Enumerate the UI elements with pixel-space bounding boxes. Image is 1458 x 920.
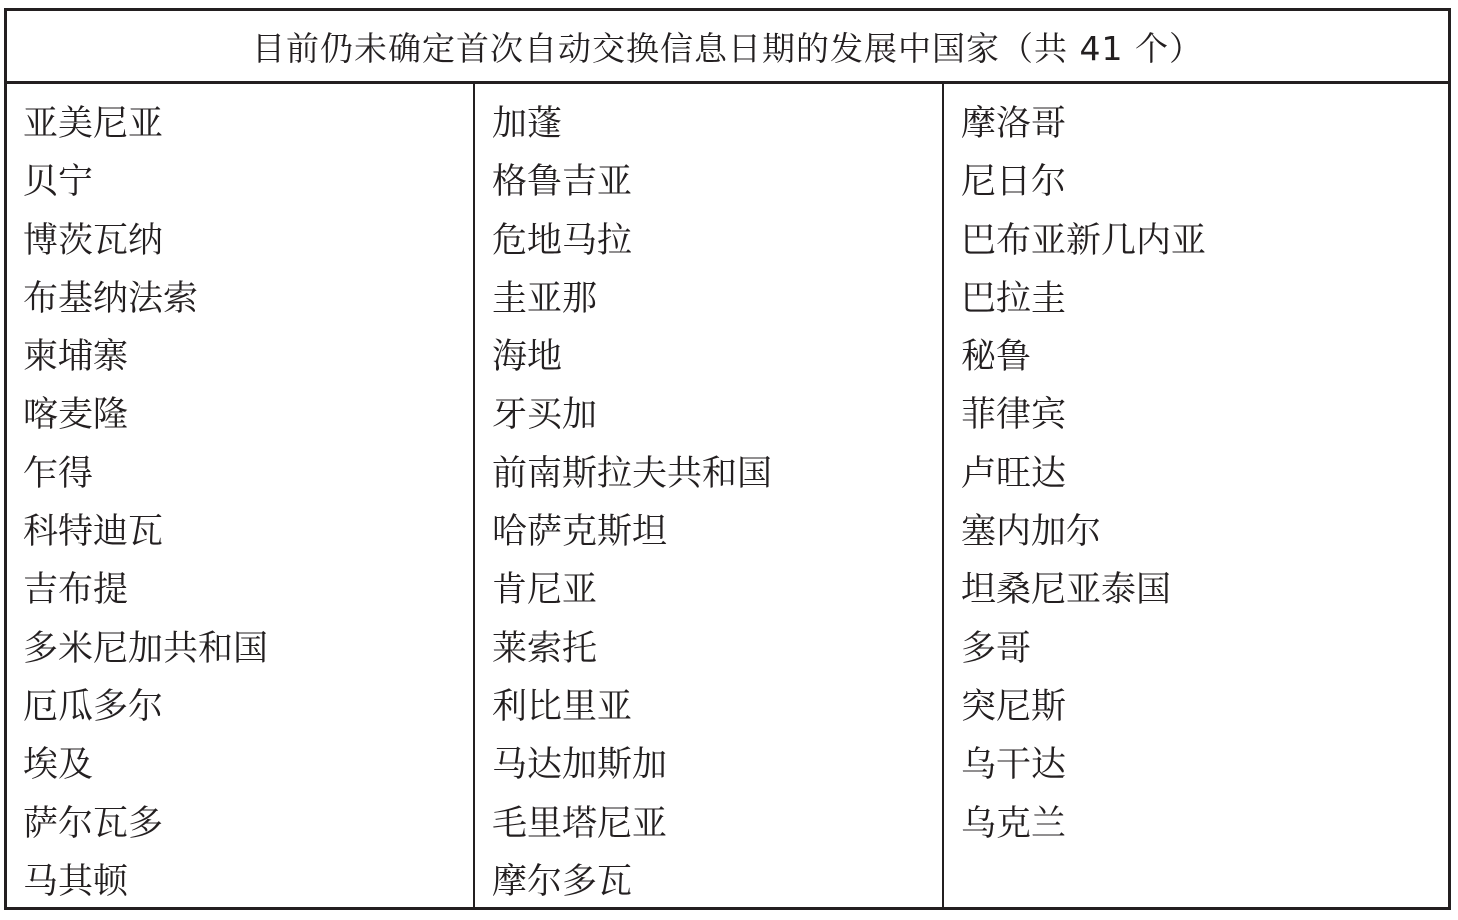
- country-cell: 多哥: [961, 628, 1032, 669]
- country-cell: 乌干达: [961, 745, 1067, 786]
- country-cell: 亚美尼亚: [23, 104, 164, 144]
- country-cell: 厄瓜多尔: [23, 686, 164, 727]
- country-cell: 菲律宾: [961, 395, 1067, 436]
- country-cell: 科特迪瓦: [23, 512, 164, 553]
- country-cell: 尼日尔: [961, 162, 1067, 203]
- country-cell: 突尼斯: [961, 686, 1067, 727]
- country-cell: 牙买加: [492, 395, 598, 436]
- country-cell: 马达加斯加: [492, 745, 668, 786]
- country-cell: 秘鲁: [961, 337, 1032, 378]
- country-cell: 马其顿: [23, 861, 129, 902]
- country-cell: 萨尔瓦多: [23, 803, 164, 844]
- country-cell: 卢旺达: [961, 453, 1067, 494]
- country-column-2: [492, 95, 772, 911]
- country-cell: 乍得: [23, 453, 94, 494]
- table-title: 目前仍未确定首次自动交换信息日期的发展中国家（共 41 个）: [7, 11, 1448, 84]
- country-cell: 前南斯拉夫共和国: [492, 453, 773, 494]
- country-cell: 埃及: [23, 745, 94, 786]
- country-cell: 多米尼加共和国: [23, 628, 269, 669]
- country-cell: 柬埔寨: [23, 337, 129, 378]
- country-cell: 格鲁吉亚: [492, 162, 633, 203]
- country-cell: 哈萨克斯坦: [492, 512, 668, 553]
- country-cell: 肯尼亚: [492, 570, 598, 611]
- country-cell: 加蓬: [492, 104, 563, 144]
- country-column-3: [961, 95, 1206, 853]
- country-cell: 利比里亚: [492, 686, 633, 727]
- country-cell: 坦桑尼亚泰国: [961, 570, 1172, 611]
- country-cell: 圭亚那: [492, 278, 598, 319]
- column-divider-1: [473, 84, 475, 907]
- country-cell: 摩洛哥: [961, 104, 1067, 144]
- country-cell: 莱索托: [492, 628, 598, 669]
- country-cell: 吉布提: [23, 570, 129, 611]
- country-cell: 毛里塔尼亚: [492, 803, 668, 844]
- country-cell: 巴拉圭: [961, 278, 1067, 319]
- country-table: [4, 8, 1451, 910]
- country-cell: 海地: [492, 337, 563, 378]
- country-cell: 贝宁: [23, 162, 94, 203]
- country-cell: 博茨瓦纳: [23, 220, 164, 261]
- country-cell: 布基纳法索: [23, 278, 199, 319]
- column-divider-2: [942, 84, 944, 907]
- country-column-1: [23, 95, 268, 911]
- country-cell: 摩尔多瓦: [492, 861, 633, 902]
- country-cell: 喀麦隆: [23, 395, 129, 436]
- country-cell: 巴布亚新几内亚: [961, 220, 1207, 261]
- country-cell: 危地马拉: [492, 220, 633, 261]
- country-cell: 乌克兰: [961, 803, 1067, 844]
- country-cell: 塞内加尔: [961, 512, 1102, 553]
